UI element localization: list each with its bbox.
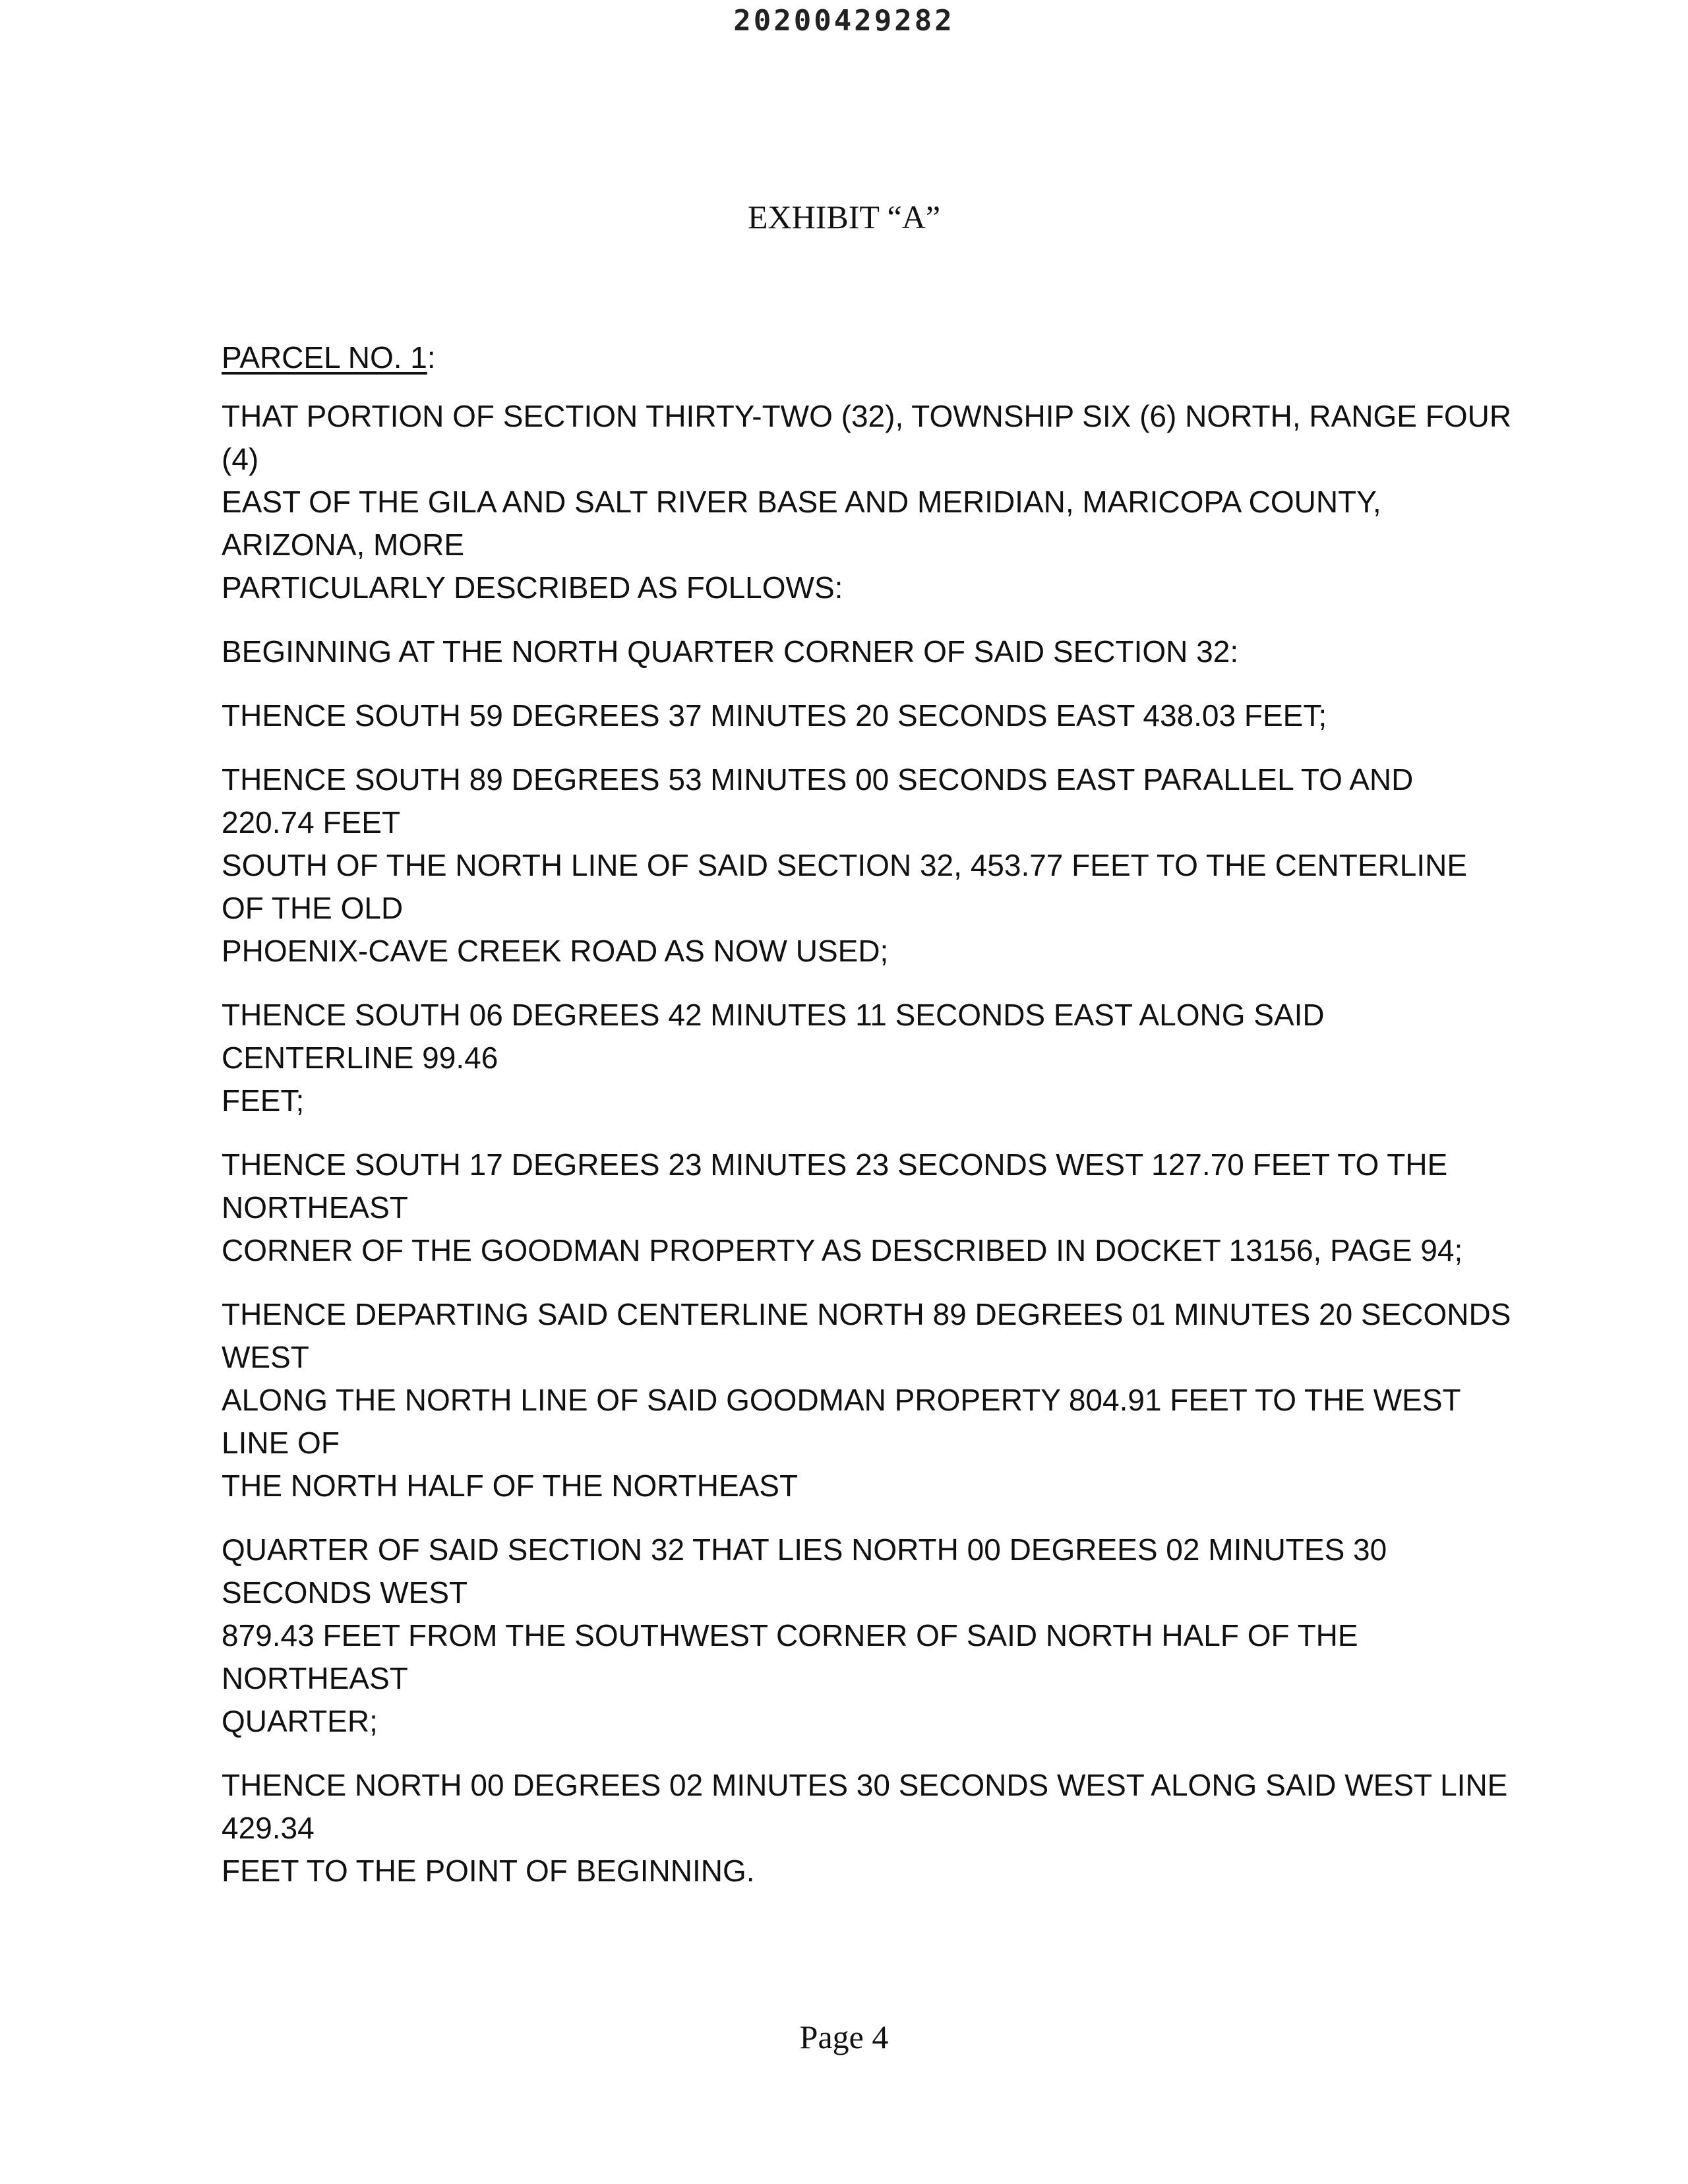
parcel-heading [222, 336, 1514, 379]
exhibit-title: EXHIBIT “A” [747, 198, 941, 235]
paragraph-course-5-continued: QUARTER OF SAID SECTION 32 THAT LIES NORTH 00 DEGREES 02 MINUTES 30 SECONDS WEST 879.43 FEET FROM THE SOUTHWEST CORNER OF SAID NORTH HALF OF THE NORTHEAST QUARTER; [222, 1532, 1387, 1738]
page-number: Page 4 [799, 2018, 889, 2055]
paragraph-course-3: THENCE SOUTH 06 DEGREES 42 MINUTES 11 SECONDS EAST ALONG SAID CENTERLINE 99.46 FEET; [222, 998, 1325, 1118]
paragraph-course-5: THENCE DEPARTING SAID CENTERLINE NORTH 89 DEGREES 01 MINUTES 20 SECONDS WEST ALONG THE NORTH LINE OF SAID GOODMAN PROPERTY 804.91 FEET TO THE WEST LINE OF THE NORTH HALF OF THE NORTHEAST [222, 1297, 1511, 1503]
paragraph-course-1: THENCE SOUTH 59 DEGREES 37 MINUTES 20 SECONDS EAST 438.03 FEET; [222, 698, 1327, 733]
paragraph-course-4: THENCE SOUTH 17 DEGREES 23 MINUTES 23 SECONDS WEST 127.70 FEET TO THE NORTHEAST CORNER OF THE GOODMAN PROPERTY AS DESCRIBED IN DOCKET 13156, PAGE 94; [222, 1147, 1463, 1267]
paragraph-portion-description: THAT PORTION OF SECTION THIRTY-TWO (32), TOWNSHIP SIX (6) NORTH, RANGE FOUR (4) EAST OF THE GILA AND SALT RIVER BASE AND MERIDIAN, MARICOPA COUNTY, ARIZONA, MORE PARTICULARLY DESCRIBED AS FOLLOWS: [222, 399, 1512, 605]
parcel-heading-label: PARCEL NO. 1 [222, 340, 427, 375]
paragraph-course-2: THENCE SOUTH 89 DEGREES 53 MINUTES 00 SECONDS EAST PARALLEL TO AND 220.74 FEET SOUTH OF THE NORTH LINE OF SAID SECTION 32, 453.77 FEET TO THE CENTERLINE OF THE OLD PHOENIX-CAVE CREEK ROAD AS NOW USED; [222, 762, 1468, 968]
paragraph-point-of-beginning: BEGINNING AT THE NORTH QUARTER CORNER OF SAID SECTION 32: [222, 634, 1239, 669]
parcel-heading-suffix: : [427, 340, 436, 375]
recording-number: 20200429282 [733, 4, 955, 38]
paragraph-course-6: THENCE NORTH 00 DEGREES 02 MINUTES 30 SECONDS WEST ALONG SAID WEST LINE 429.34 FEET TO THE POINT OF BEGINNING. [222, 1768, 1508, 1888]
legal-description [222, 336, 1514, 1914]
